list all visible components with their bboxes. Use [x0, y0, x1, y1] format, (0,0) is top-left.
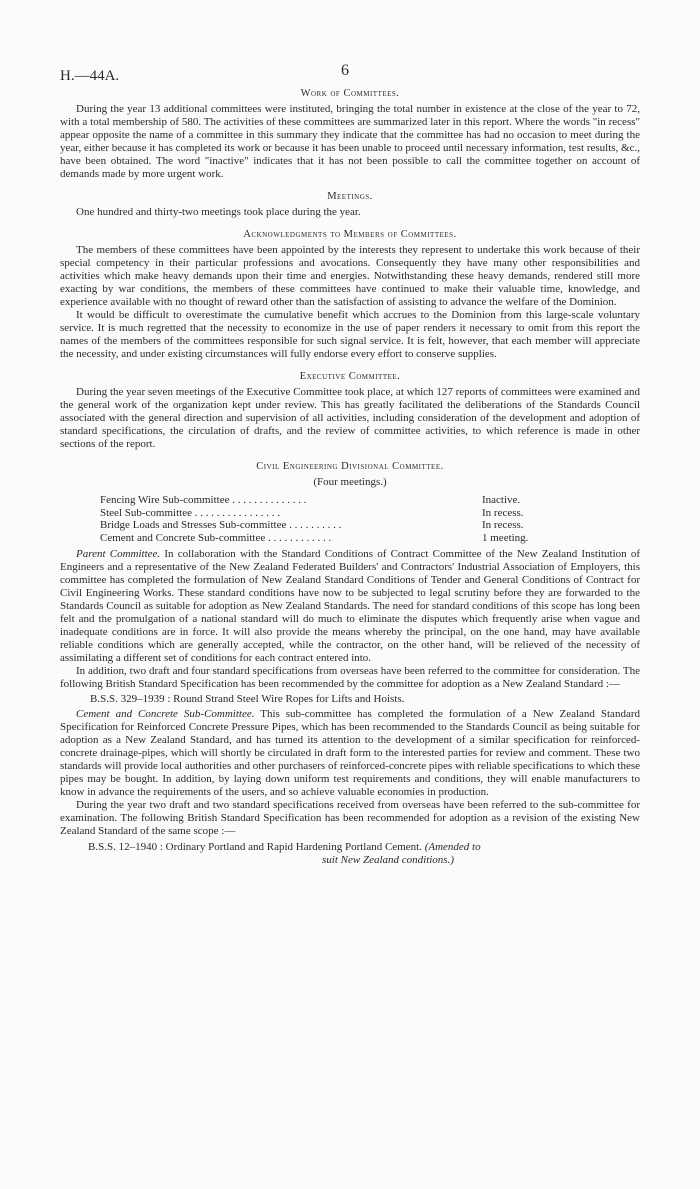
paragraph-parent-committee: [60, 548, 640, 665]
parent-committee-text: In collaboration with the Standard Conditions of Contract Committee of the New Zealand Institution of Engineers and a representative of the New Zealand Federated Builders' and Contractors' Industrial Association of Employers, this committee has completed the formulation of New Zealand Standard Conditions of Tender and General Conditions of Contract for Civil Engineering Works. These standard conditions have now to be subjected to legal scrutiny before they are forwarded to the Standards Council as suitable for adoption as New Zealand Standards. The need for standard conditions of this scope has long been felt and the promulgation of a national standard will do much to eliminate the disputes which frequently arise when vague and inadequate conditions are in force. It will also provide the means whereby the principal, on the one hand, may have available reliable conditions which are generally accepted, while the contractor, on the other hand, will be relieved of the necessity of assimilating a different set of conditions for each contract entered into.: [60, 548, 640, 664]
specification-bss-12-note: (Amended to: [424, 841, 481, 853]
subheading-meeting-count: (Four meetings.): [313, 476, 387, 488]
list-item: [100, 507, 540, 520]
heading-civil-engineering: Civil Engineering Divisional Committee.: [256, 461, 444, 472]
subcommittee-name: Fencing Wire Sub-committee . . . . . . . . . . . . . .: [100, 494, 307, 506]
list-item: [100, 532, 540, 545]
subcommittee-name: Bridge Loads and Stresses Sub-committee . . . . . . . . . .: [100, 519, 342, 531]
specification-bss-12-title: B.S.S. 12–1940 : Ordinary Portland and Rapid Hardening Portland Cement.: [88, 841, 422, 853]
paragraph-during-year: During the year two draft and two standard specifications received from overseas have been referred to the sub-committee for examination. The following British Standard Specification has been recommended for adoption as a revision of the existing New Zealand Standard of the same scope :—: [60, 799, 640, 837]
cement-subcommittee-text: This sub-committee has completed the formulation of a New Zealand Standard Specification for Reinforced Concrete Pressure Pipes, which has been recommended to the Standards Council as being suitable for adoption as a New Zealand Standard, and has turned its attention to the development of a similar specification for reinforced-concrete drainage-pipes, which will shortly be circulated in draft form to the interested parties for review and comment. These two standards will provide local authorities and other purchasers of reinforced-concrete pipes with reliable specifications to which these pipes may be bought. In addition, by laying down uniform test requirements and conditions, they will enable manufacturers to know in advance the requirements of the users, and so achieve valuable economies in production.: [60, 708, 640, 798]
paragraph-ack-2: It would be difficult to overestimate the cumulative benefit which accrues to the Dominion from this large-scale voluntary service. It is much regretted that the necessity to economize in the use of paper renders it necessary to omit from this report the names of the members of the committees responsible for such signal service. It is felt, however, that each member will appreciate the necessity, and under existing circumstances will fully endorse every effort to conserve supplies.: [60, 309, 640, 360]
heading-work-of-committees: Work of Committees.: [300, 88, 400, 99]
paragraph-work: During the year 13 additional committees were instituted, bringing the total number in existence at the close of the year to 72, with a total membership of 580. The activities of these committees are summarized later in this report. Where the words "in recess" appear opposite the name of a committee in this summary they indicate that the committee has had no occasion to meet during the year, either because it has completed its work or because it has been unable to proceed until necessary information, test results, &c., have been obtained. The word "inactive" indicates that it has not been possible to call the committee together on account of demands made by more urgent work.: [60, 103, 640, 180]
specification-bss-329: B.S.S. 329–1939 : Round Strand Steel Wire Ropes for Lifts and Hoists.: [90, 693, 405, 705]
paragraph-meetings: One hundred and thirty-two meetings took place during the year.: [76, 206, 361, 218]
specification-bss-12-note-continued: suit New Zealand conditions.): [322, 854, 454, 866]
page-number: 6: [341, 62, 349, 79]
specification-bss-12: [88, 841, 640, 854]
list-item: [100, 494, 540, 507]
subcommittee-list: [100, 494, 540, 544]
paragraph-addition: In addition, two draft and four standard specifications from overseas have been referred to the committee for consideration. The following British Standard Specification has been recommended by the committee for adoption as a New Zealand Standard :—: [60, 665, 640, 690]
heading-executive-committee: Executive Committee.: [299, 371, 401, 382]
heading-acknowledgments: Acknowledgments to Members of Committees.: [243, 229, 457, 240]
subcommittee-name: Steel Sub-committee . . . . . . . . . . . . . . . .: [100, 506, 280, 519]
list-item: [100, 519, 540, 532]
paragraph-cement-concrete: [60, 708, 640, 799]
subcommittee-name: Cement and Concrete Sub-committee . . . . . . . . . . . .: [100, 531, 332, 544]
subcommittee-status: Inactive.: [482, 494, 521, 506]
report-code: H.—44A.: [60, 68, 120, 84]
cement-subcommittee-label: Cement and Concrete Sub-Committee.: [76, 708, 255, 720]
parent-committee-label: Parent Committee.: [76, 548, 161, 560]
subcommittee-status: In recess.: [482, 506, 524, 519]
heading-meetings: Meetings.: [327, 191, 373, 202]
page-header: [60, 62, 640, 82]
document-page: [60, 62, 640, 866]
paragraph-executive: During the year seven meetings of the Executive Committee took place, at which 127 reports of committees were examined and the general work of the organization kept under review. This has greatly facilitated the deliberations of the Standards Council associated with the general direction and supervision of all activities, including consideration of the development and adoption of standard specifications, the circulation of drafts, and the review of committee activities, to which reference is made in other sections of the report.: [60, 386, 640, 450]
subcommittee-status: In recess.: [482, 519, 524, 531]
paragraph-ack-1: The members of these committees have been appointed by the interests they represent to undertake this work because of their special competency in their particular professions and avocations. Consequently they have many other responsibilities and activities which make heavy demands upon their time and energies. Notwithstanding these heavy demands, rendered still more exacting by war conditions, the members of these committees have continued to make their valuable time, knowledge, and experience available with no thought of reward other than the satisfaction of assisting to advance the welfare of the Dominion.: [60, 244, 640, 308]
subcommittee-status: 1 meeting.: [482, 531, 529, 544]
